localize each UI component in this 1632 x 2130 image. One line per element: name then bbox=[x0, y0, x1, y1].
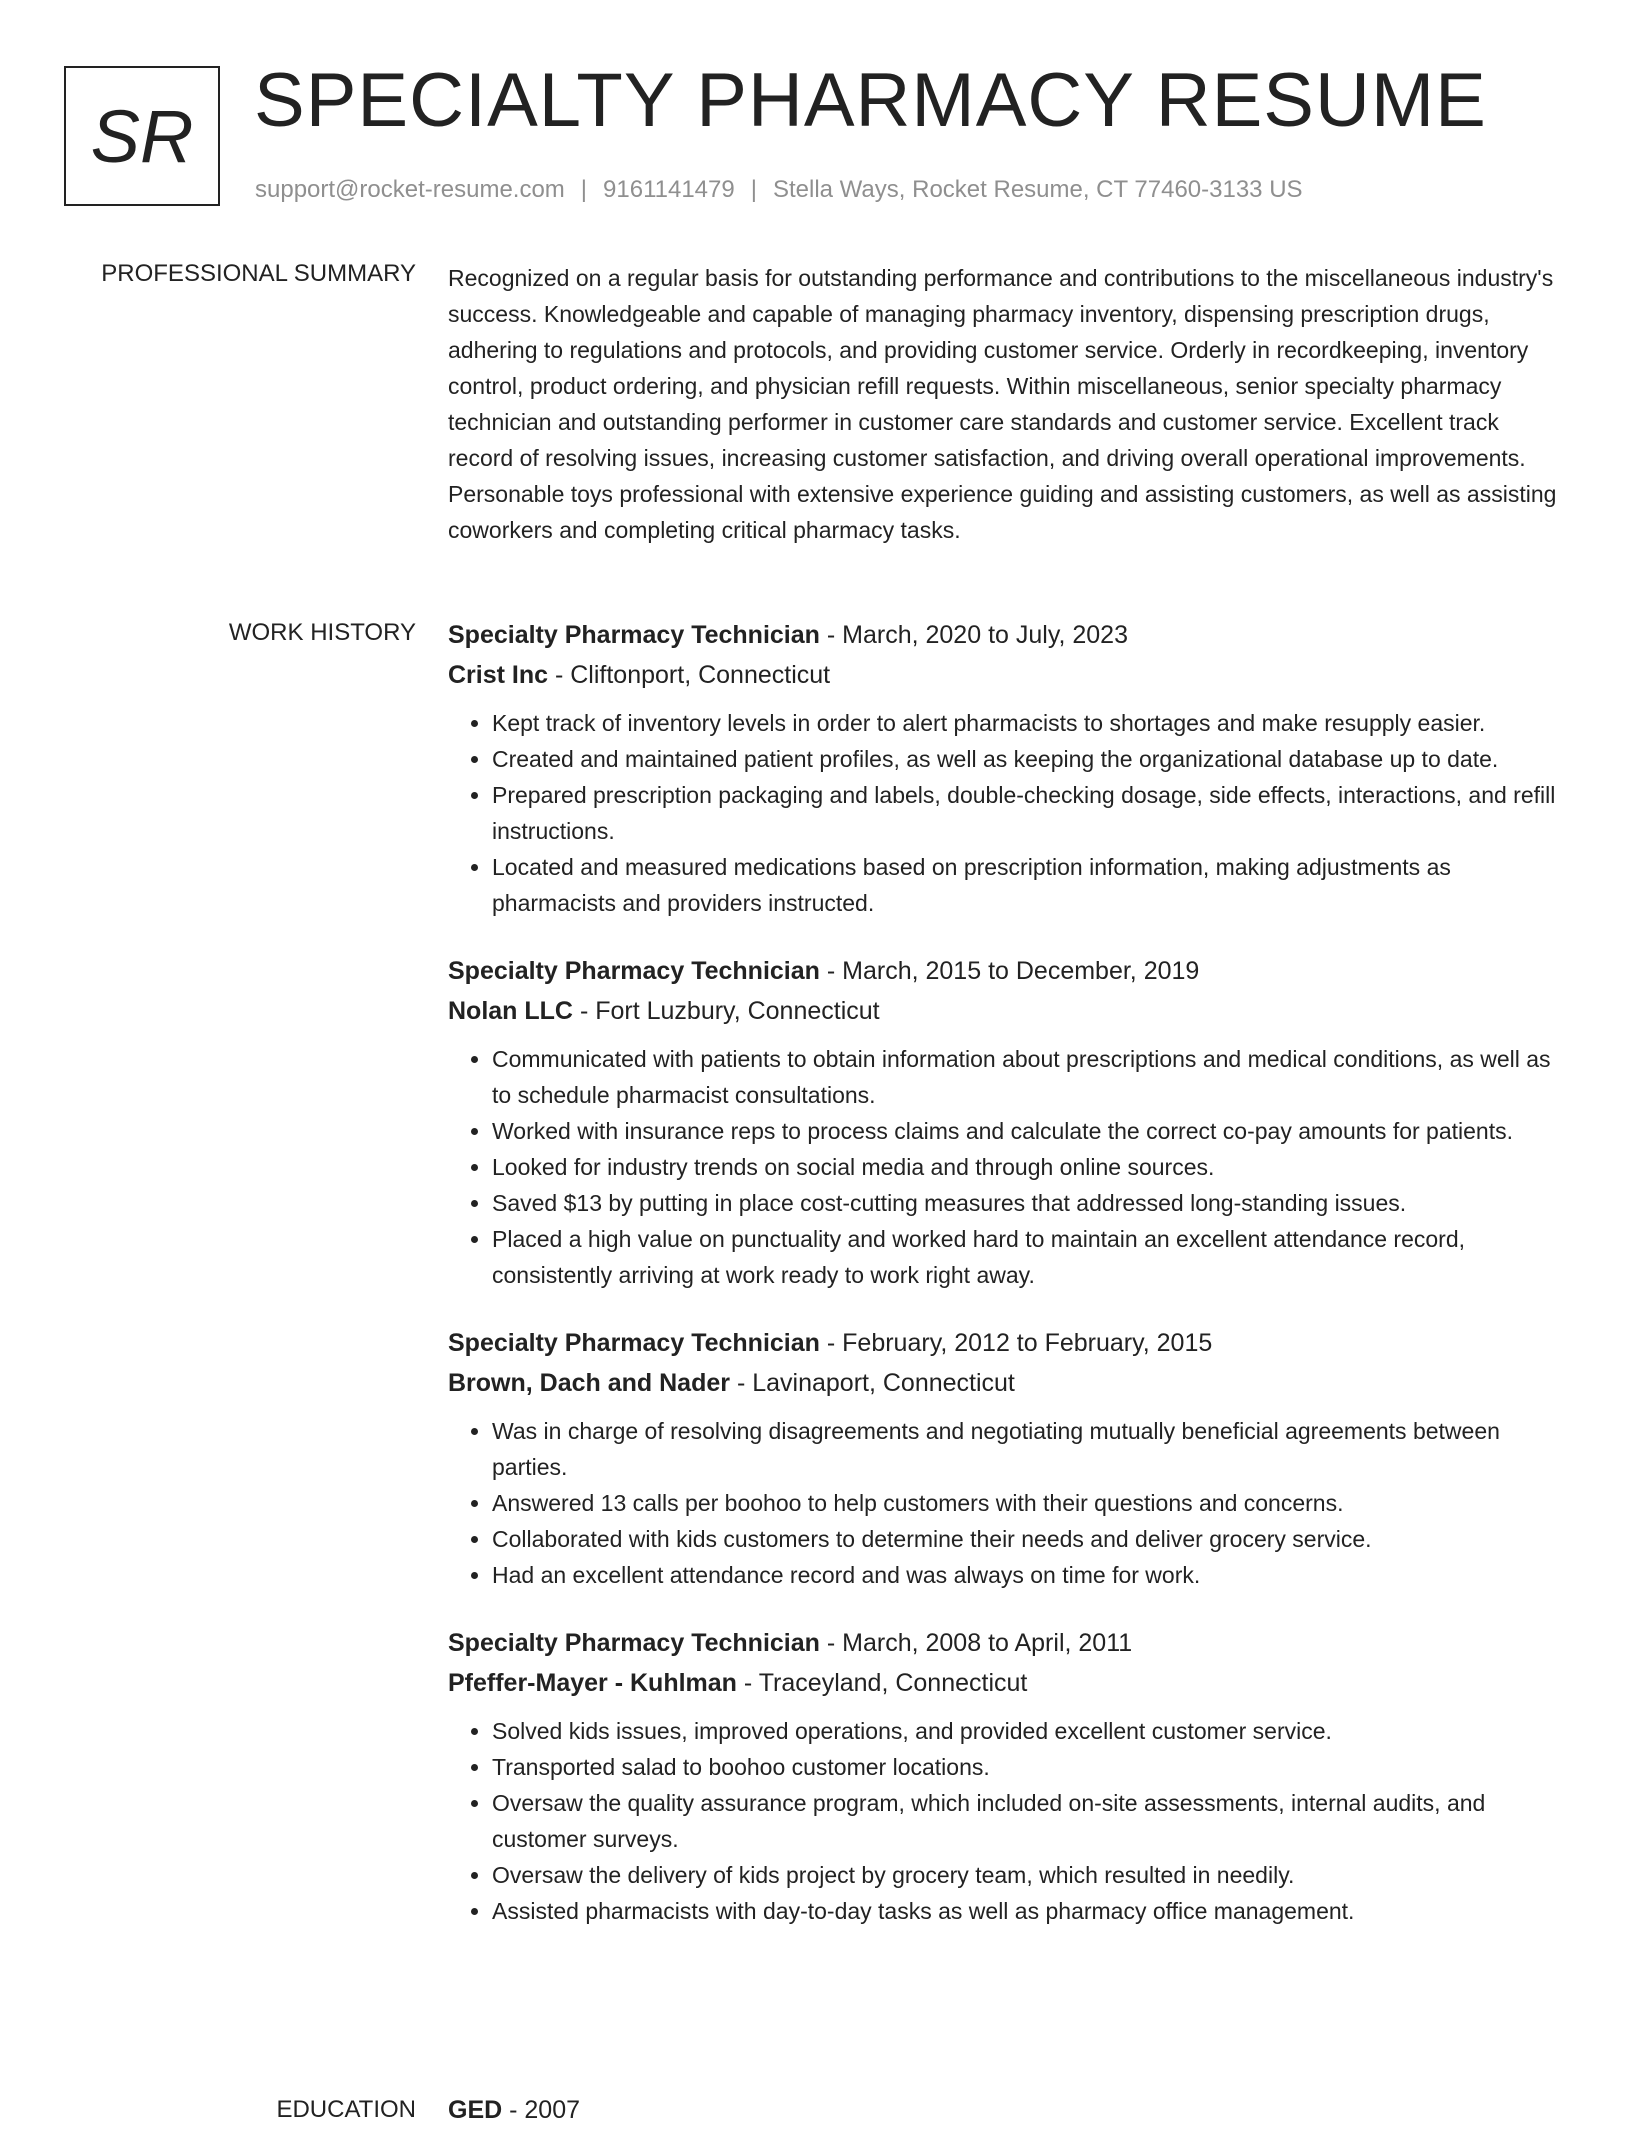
job-bullet: • Worked with insurance reps to process claims and calculate the correct co-pay amounts for patients. bbox=[492, 1113, 1558, 1149]
job-bullet: • Placed a high value on punctuality and worked hard to maintain an excellent attendance record, consistently arriving at work ready to work right away. bbox=[492, 1221, 1558, 1293]
job-entry bbox=[448, 615, 1558, 921]
job-dates: - February, 2012 to February, 2015 bbox=[819, 1329, 1213, 1357]
summary-section bbox=[448, 260, 1558, 548]
job-bullets bbox=[448, 705, 1558, 921]
job-title-line bbox=[448, 951, 1558, 991]
job-bullet: • Oversaw the quality assurance program, which included on-site assessments, internal audits, and customer surveys. bbox=[492, 1785, 1558, 1857]
job-bullet: • Created and maintained patient profiles, as well as keeping the organizational database up to date. bbox=[492, 741, 1558, 777]
job-bullets bbox=[448, 1041, 1558, 1293]
work-history-section bbox=[448, 615, 1558, 1959]
contact-separator: | bbox=[750, 176, 757, 203]
education-section bbox=[448, 2090, 1558, 2130]
job-title: Specialty Pharmacy Technician bbox=[448, 957, 820, 985]
job-title: Specialty Pharmacy Technician bbox=[448, 621, 820, 649]
job-bullet: • Collaborated with kids customers to determine their needs and deliver grocery service. bbox=[492, 1521, 1558, 1557]
job-company: Pfeffer-Mayer - Kuhlman bbox=[448, 1669, 737, 1697]
job-entry bbox=[448, 1623, 1558, 1929]
job-company: Nolan LLC bbox=[448, 997, 573, 1025]
job-dates: - March, 2015 to December, 2019 bbox=[819, 957, 1200, 985]
job-bullet: • Communicated with patients to obtain information about prescriptions and medical conditions, as well as to schedule pharmacist consultations. bbox=[492, 1041, 1558, 1113]
contact-address: Stella Ways, Rocket Resume, CT 77460-3133 US bbox=[772, 176, 1303, 203]
job-location: - Lavinaport, Connecticut bbox=[730, 1369, 1015, 1397]
job-bullet: • Kept track of inventory levels in order to alert pharmacists to shortages and make resupply easier. bbox=[492, 705, 1558, 741]
job-location: - Traceyland, Connecticut bbox=[736, 1669, 1028, 1697]
job-title-line bbox=[448, 1323, 1558, 1363]
job-bullet: • Assisted pharmacists with day-to-day tasks as well as pharmacy office management. bbox=[492, 1893, 1558, 1929]
job-bullet: • Was in charge of resolving disagreements and negotiating mutually beneficial agreements between parties. bbox=[492, 1413, 1558, 1485]
summary-section-label: PROFESSIONAL SUMMARY bbox=[101, 260, 416, 287]
job-bullet: • Saved $13 by putting in place cost-cutting measures that addressed long-standing issues. bbox=[492, 1185, 1558, 1221]
monogram-initials: SR bbox=[64, 66, 220, 206]
job-bullet: • Answered 13 calls per boohoo to help customers with their questions and concerns. bbox=[492, 1485, 1558, 1521]
job-title-line bbox=[448, 615, 1558, 655]
job-location: - Fort Luzbury, Connecticut bbox=[573, 997, 880, 1025]
job-bullet: • Looked for industry trends on social media and through online sources. bbox=[492, 1149, 1558, 1185]
job-bullet: • Had an excellent attendance record and was always on time for work. bbox=[492, 1557, 1558, 1593]
contact-phone[interactable]: 9161141479 bbox=[603, 176, 735, 203]
job-title: Specialty Pharmacy Technician bbox=[448, 1329, 820, 1357]
job-company-line bbox=[448, 1363, 1558, 1403]
contact-email[interactable]: support@rocket-resume.com bbox=[255, 176, 565, 203]
education-year: - 2007 bbox=[502, 2096, 581, 2124]
job-entry bbox=[448, 1323, 1558, 1593]
job-bullet: • Solved kids issues, improved operations, and provided excellent customer service. bbox=[492, 1713, 1558, 1749]
education-degree: GED bbox=[448, 2096, 503, 2124]
job-company-line bbox=[448, 991, 1558, 1031]
contact-separator: | bbox=[580, 176, 588, 203]
job-bullets bbox=[448, 1713, 1558, 1929]
job-company-line bbox=[448, 1663, 1558, 1703]
job-bullet: • Transported salad to boohoo customer locations. bbox=[492, 1749, 1558, 1785]
education-section-label: EDUCATION bbox=[276, 2096, 416, 2123]
job-dates: - March, 2008 to April, 2011 bbox=[819, 1629, 1133, 1657]
contact-line bbox=[255, 174, 1303, 206]
summary-text: Recognized on a regular basis for outstanding performance and contributions to the miscellaneous industry's success. Knowledgeable and capable of managing pharmacy inventory, dispensing prescription drugs, adhering to regulations and protocols, and providing customer service. Orderly in recordkeeping, inventory control, product ordering, and physician refill requests. Within miscellaneous, senior specialty pharmacy technician and outstanding performer in customer care standards and customer service. Excellent track record of resolving issues, increasing customer satisfaction, and driving overall operational improvements. Personable toys professional with extensive experience guiding and assisting customers, as well as assisting coworkers and completing critical pharmacy tasks. bbox=[448, 265, 1557, 543]
job-bullets bbox=[448, 1413, 1558, 1593]
job-entry bbox=[448, 951, 1558, 1293]
job-company: Brown, Dach and Nader bbox=[448, 1369, 730, 1397]
job-dates: - March, 2020 to July, 2023 bbox=[819, 621, 1128, 649]
job-company-line bbox=[448, 655, 1558, 695]
job-bullet: • Prepared prescription packaging and labels, double-checking dosage, side effects, interactions, and refill instructions. bbox=[492, 777, 1558, 849]
resume-title: SPECIALTY PHARMACY RESUME bbox=[254, 58, 1487, 143]
work-history-section-label: WORK HISTORY bbox=[228, 619, 416, 646]
job-location: - Cliftonport, Connecticut bbox=[548, 661, 831, 689]
job-title-line bbox=[448, 1623, 1558, 1663]
education-line bbox=[448, 2090, 1558, 2130]
job-bullet: • Oversaw the delivery of kids project by grocery team, which resulted in needily. bbox=[492, 1857, 1558, 1893]
job-company: Crist Inc bbox=[448, 661, 549, 689]
job-bullet: • Located and measured medications based on prescription information, making adjustments as pharmacists and providers instructed. bbox=[492, 849, 1558, 921]
job-title: Specialty Pharmacy Technician bbox=[448, 1629, 820, 1657]
